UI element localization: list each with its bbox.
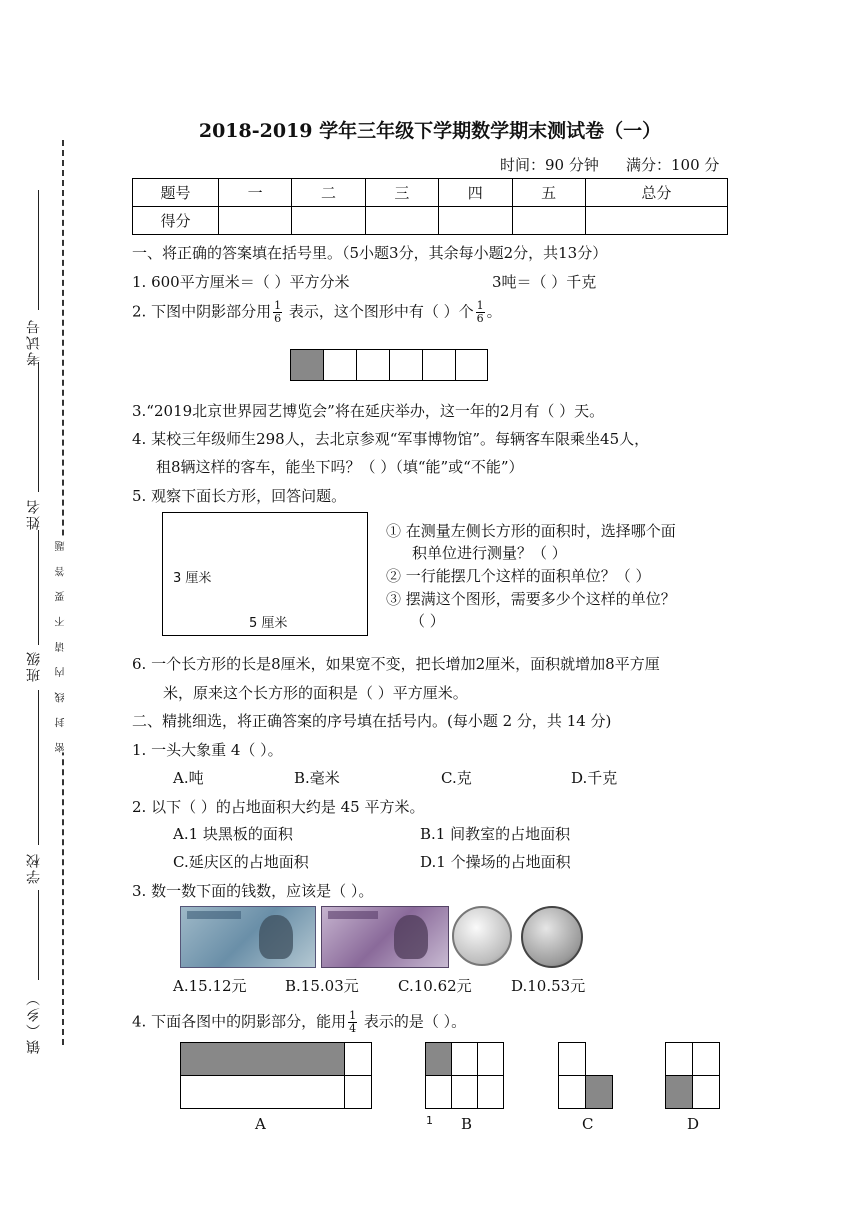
table-header: 五 (512, 179, 585, 207)
q6-line2: 米，原来这个长方形的面积是（ ）平方厘米。 (163, 684, 468, 702)
fraction-one-sixth: $\frac{1}{6}$ (476, 299, 484, 325)
section1-heading: 一、将正确的答案填在括号里。（5小题3分，其余每小题2分，共13分） (132, 244, 608, 262)
fig-d-shaded (665, 1075, 693, 1109)
q2-prefix: 2. 下图中阴影部分用 (132, 302, 272, 321)
s2-q4-prefix: 4. 下面各图中的阴影部分，能用 (132, 1012, 347, 1031)
table-header: 四 (439, 179, 512, 207)
figure-label-a: A (255, 1115, 266, 1133)
score-table (132, 178, 728, 235)
sidebar-underline (38, 690, 39, 845)
q5-sub3-line1: ③ 摆满这个图形，需要多少个这样的单位？ (386, 590, 676, 608)
fig-b-cell (425, 1075, 452, 1109)
score-cell[interactable] (585, 207, 727, 235)
fig-b-cell (451, 1075, 478, 1109)
fig-a-shaded (180, 1042, 345, 1076)
q5-sub2: ② 一行能摆几个这样的面积单位？（ ） (386, 567, 651, 585)
q5-sub3-line2: （ ） (410, 612, 445, 630)
s2-q3-option-c: C.10.62元 (398, 977, 472, 995)
fraction-one-sixth: $\frac{1}{6}$ (274, 299, 282, 325)
table-header-row (133, 179, 728, 207)
fig-b-cell (477, 1042, 504, 1076)
s2-q1-option-b: B.毫米 (294, 769, 340, 787)
jiao-coin-image (521, 906, 583, 968)
s2-q1-text: 1. 一头大象重 4（ ）。 (132, 741, 283, 759)
s2-q2-text: 2. 以下（ ）的占地面积大约是 45 平方米。 (132, 798, 425, 816)
page-number: 1 (426, 1114, 433, 1127)
fig-c-shaded (585, 1075, 613, 1109)
fig-c-cell (558, 1042, 586, 1076)
exam-number-label: 考试号 (26, 318, 42, 366)
q6-line1: 6. 一个长方形的长是8厘米，如果宽不变，把长增加2厘米，面积就增加8平方厘 (132, 655, 660, 673)
page-title: 2018-2019 学年三年级下学期数学期末测试卷（一） (198, 120, 662, 142)
fig-b-shaded (425, 1042, 452, 1076)
s2-q1-option-c: C.克 (441, 769, 472, 787)
town-label: 镇（乡） (26, 990, 42, 1054)
fig-a-cell (344, 1075, 372, 1109)
q3-text: 3.“2019北京世界园艺博览会”将在延庆举办，这一年的2月有（ ）天。 (132, 402, 605, 420)
score-cell[interactable] (512, 207, 585, 235)
s2-q4-text (132, 1010, 466, 1035)
q5-sub1-line2: 积单位进行测量？（ ） (412, 544, 567, 562)
q5-text: 5. 观察下面长方形，回答问题。 (132, 487, 347, 505)
row-label: 得分 (133, 207, 219, 235)
strip-cell (323, 349, 357, 381)
score-cell[interactable] (219, 207, 292, 235)
s2-q3-text: 3. 数一数下面的钱数，应该是（ ）。 (132, 882, 374, 900)
s2-q1-option-d: D.千克 (571, 769, 618, 787)
q4-line2: 租8辆这样的客车，能坐下吗？（ ）（填“能”或“不能”） (156, 458, 524, 476)
table-header: 题号 (133, 179, 219, 207)
q2-text (132, 300, 502, 325)
s2-q2-option-a: A.1 块黑板的面积 (173, 825, 293, 843)
score-cell[interactable] (439, 207, 512, 235)
table-header: 总分 (585, 179, 727, 207)
q2-suffix: 。 (486, 302, 502, 321)
strip-cell (455, 349, 488, 381)
s2-q3-option-a: A.15.12元 (173, 977, 247, 995)
s2-q2-option-c: C.延庆区的占地面积 (173, 853, 309, 871)
one-yuan-coin-image (452, 906, 512, 966)
score-cell[interactable] (365, 207, 438, 235)
s2-q1-option-a: A.吨 (173, 769, 204, 787)
table-header: 一 (219, 179, 292, 207)
fig-b-cell (451, 1042, 478, 1076)
strip-cell (356, 349, 390, 381)
sidebar-underline (38, 530, 39, 645)
figure-label-c: C (582, 1115, 594, 1133)
figure-label-b: B (461, 1115, 473, 1133)
portrait-image (259, 915, 293, 959)
s2-q3-option-d: D.10.53元 (511, 977, 586, 995)
table-header: 三 (365, 179, 438, 207)
q1-part-b: 3吨＝（ ）千克 (492, 273, 597, 291)
fraction-one-quarter: $\frac{1}{4}$ (349, 1009, 357, 1035)
strip-cell (422, 349, 456, 381)
fig-a-cell (344, 1042, 372, 1076)
fig-a-cell (180, 1075, 345, 1109)
fig-d-cell (692, 1075, 720, 1109)
q2-middle: 表示，这个图形中有（ ）个 (284, 302, 474, 321)
strip-cell-shaded (290, 349, 324, 381)
score-cell[interactable] (292, 207, 365, 235)
section2-heading: 二、精挑细选，将正确答案的序号填在括号内。(每小题 2 分，共 14 分) (132, 712, 612, 730)
sidebar-underline (38, 890, 39, 980)
exam-time: 时间：90 分钟 (500, 156, 599, 174)
school-label: 学校 (26, 852, 42, 884)
portrait-image (394, 915, 428, 959)
q5-sub1-line1: ① 在测量左侧长方形的面积时，选择哪个面 (386, 522, 676, 540)
name-label: 姓名 (26, 498, 42, 530)
fig-d-cell (692, 1042, 720, 1076)
full-score: 满分：100 分 (626, 156, 720, 174)
sidebar-underline (38, 190, 39, 310)
class-label: 班级 (26, 650, 42, 682)
seal-notice: 密 封 线 内 请 不 要 答 题 (56, 535, 67, 753)
s2-q2-option-d: D.1 个操场的占地面积 (420, 853, 571, 871)
fig-c-cell (558, 1075, 586, 1109)
q1-part-a: 1. 600平方厘米＝（ ）平方分米 (132, 273, 350, 291)
s2-q2-option-b: B.1 间教室的占地面积 (420, 825, 571, 843)
s2-q3-option-b: B.15.03元 (285, 977, 359, 995)
table-row (133, 207, 728, 235)
figure-label-d: D (687, 1115, 700, 1133)
sidebar-underline (38, 362, 39, 492)
s2-q4-suffix: 表示的是（ ）。 (359, 1012, 467, 1031)
strip-cell (389, 349, 423, 381)
fig-d-cell (665, 1042, 693, 1076)
q4-line1: 4. 某校三年级师生298人，去北京参观“军事博物馆”。每辆客车限乘坐45人， (132, 430, 650, 448)
rect-height-label: 3 厘米 (173, 571, 212, 586)
ten-yuan-note-image (180, 906, 316, 968)
five-yuan-note-image (321, 906, 449, 968)
table-header: 二 (292, 179, 365, 207)
rect-width-label: 5 厘米 (249, 616, 288, 631)
fig-b-cell (477, 1075, 504, 1109)
